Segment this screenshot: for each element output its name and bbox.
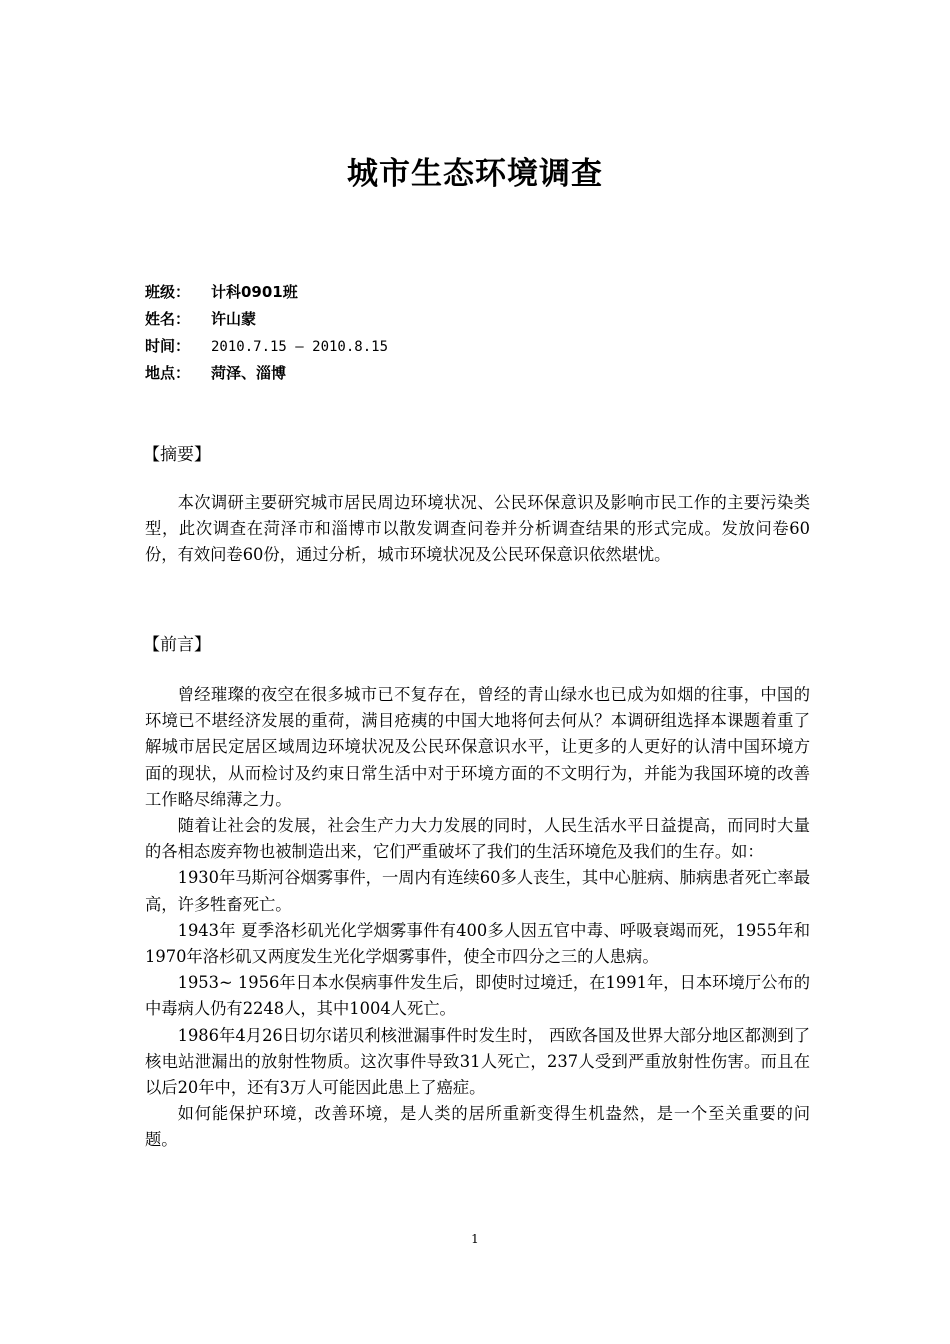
info-row-class bbox=[145, 279, 388, 306]
info-value-name: 许山蒙 bbox=[211, 310, 257, 328]
abstract-paragraph: 本次调研主要研究城市居民周边环境状况、公民环保意识及影响市民工作的主要污染类型，此次调查在菏泽市和淄博市以散发调查问卷并分析调查结果的形式完成。发放问卷60份，有效问卷60份，通过分析，城市环境状况及公民环保意识依然堪忧。 bbox=[145, 493, 810, 565]
info-value-location: 菏泽、淄博 bbox=[211, 364, 287, 382]
preface-paragraph: 1986年4月26日切尔诺贝利核泄漏事件时发生时， 西欧各国及世界大部分地区都测到了核电站泄漏出的放射性物质。这次事件导致31人死亡，237人受到严重放射性伤害。而且在以后20年中，还有3万人可能因此患上了癌症。 bbox=[145, 1025, 810, 1098]
info-row-name bbox=[145, 306, 388, 333]
preface-body bbox=[145, 682, 810, 1154]
info-label: 姓名： bbox=[145, 310, 191, 328]
info-value-time: 2010.7.15 – 2010.8.15 bbox=[211, 339, 389, 355]
preface-paragraph: 随着让社会的发展，社会生产力大力发展的同时，人民生活水平日益提高，而同时大量的各相态废弃物也被制造出来，它们严重破坏了我们的生活环境危及我们的生存。如： bbox=[145, 816, 810, 862]
info-label: 班级： bbox=[145, 283, 191, 301]
abstract-heading: 【摘要】 bbox=[143, 445, 211, 465]
info-label: 时间： bbox=[145, 337, 191, 355]
preface-paragraph: 1953~ 1956年日本水俣病事件发生后，即使时过境迁，在1991年，日本环境厅公布的中毒病人仍有2248人，其中1004人死亡。 bbox=[145, 973, 810, 1019]
info-label: 地点： bbox=[145, 364, 191, 382]
info-value-class: 计科0901班 bbox=[211, 283, 298, 301]
preface-heading: 【前言】 bbox=[143, 635, 211, 655]
document-title: 城市生态环境调查 bbox=[347, 156, 603, 192]
preface-paragraph: 如何能保护环境，改善环境，是人类的居所重新变得生机盎然，是一个至关重要的问题。 bbox=[145, 1104, 810, 1150]
info-row-time bbox=[145, 333, 388, 360]
abstract-body bbox=[145, 490, 810, 569]
preface-paragraph: 1943年 夏季洛杉矶光化学烟雾事件有400多人因五官中毒、呼吸衰竭而死，1955年和1970年洛杉矶又两度发生光化学烟雾事件，使全市四分之三的人患病。 bbox=[145, 920, 810, 967]
preface-paragraph: 曾经璀璨的夜空在很多城市已不复存在，曾经的青山绿水也已成为如烟的往事，中国的环境已不堪经济发展的重荷，满目疮痍的中国大地将何去何从？本调研组选择本课题着重了解城市居民定居区域周边环境状况及公民环保意识水平，让更多的人更好的认清中国环境方面的现状，从而检讨及约束日常生活中对于环境方面的不文明行为，并能为我国环境的改善工作略尽绵薄之力。 bbox=[145, 685, 810, 809]
info-row-location bbox=[145, 360, 388, 387]
page-number: 1 bbox=[471, 1232, 479, 1246]
preface-paragraph: 1930年马斯河谷烟雾事件，一周内有连续60多人丧生，其中心脏病、肺病患者死亡率最高，许多牲畜死亡。 bbox=[145, 868, 810, 914]
info-block bbox=[145, 279, 388, 387]
